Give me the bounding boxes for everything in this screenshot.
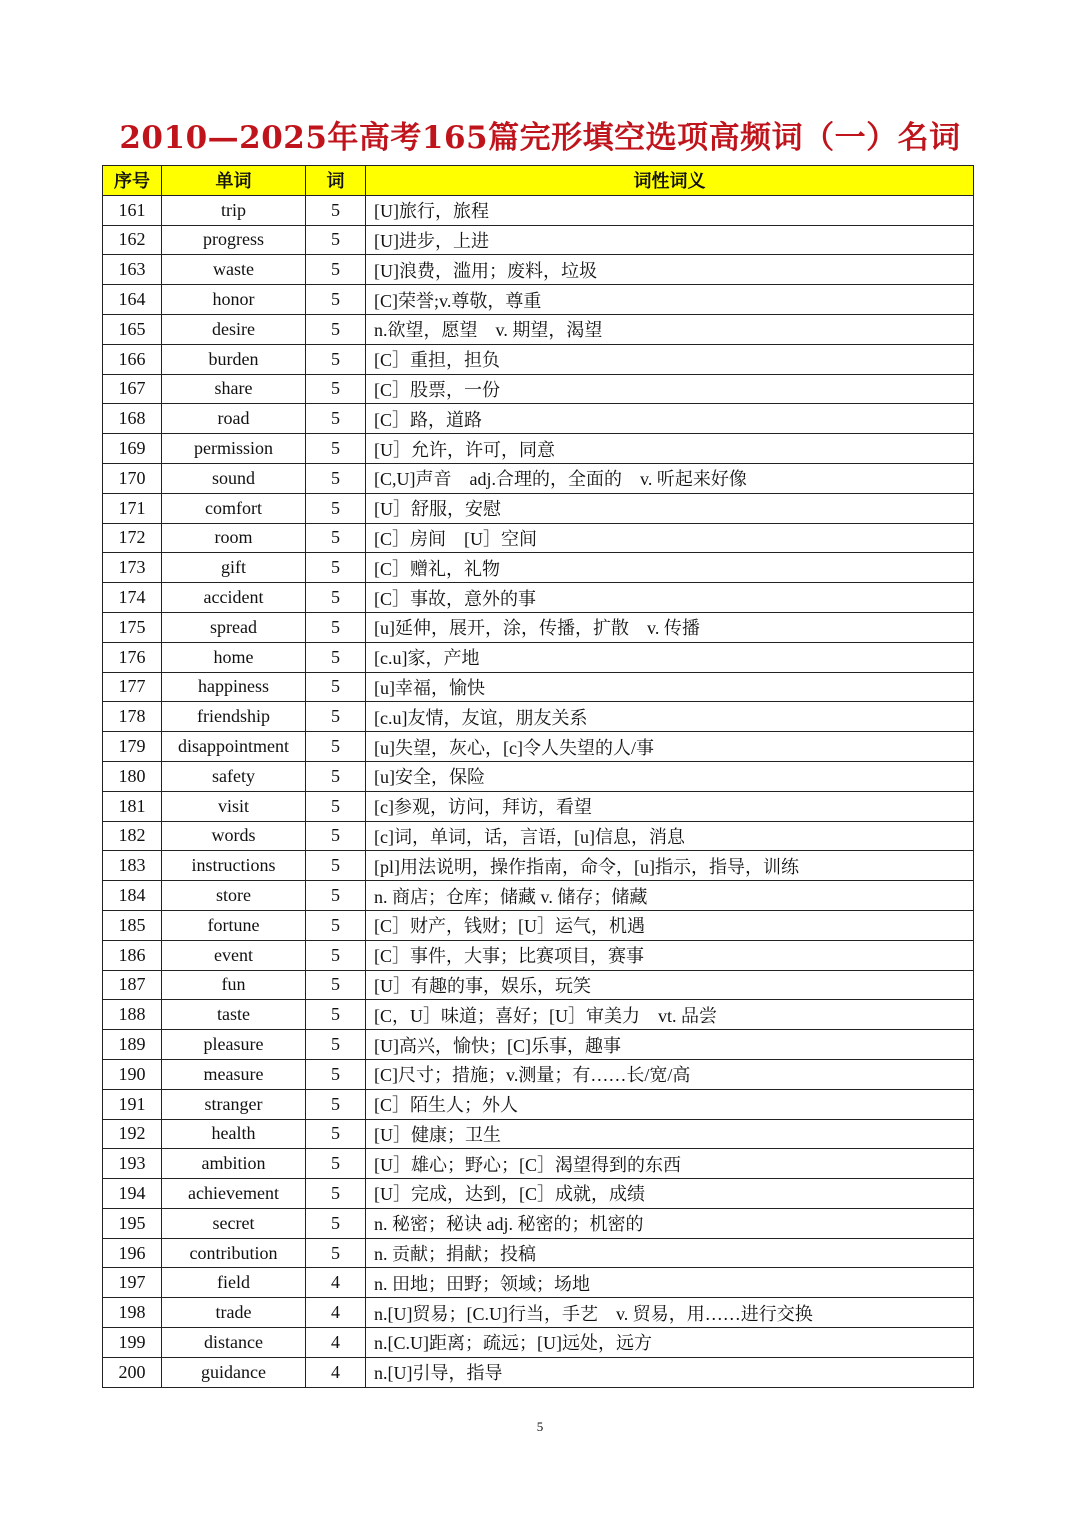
row-number: 179 [103, 732, 162, 762]
table-row [103, 1298, 974, 1328]
row-frequency: 4 [306, 1357, 366, 1387]
row-number: 197 [103, 1268, 162, 1298]
row-number: 161 [103, 195, 162, 225]
row-number: 170 [103, 463, 162, 493]
row-number: 193 [103, 1149, 162, 1179]
row-word: words [162, 821, 306, 851]
row-word: sound [162, 463, 306, 493]
table-row [103, 732, 974, 762]
row-word: spread [162, 612, 306, 642]
table-row [103, 314, 974, 344]
row-frequency: 5 [306, 255, 366, 285]
row-meaning: [C]荣誉;v.尊敬，尊重 [366, 285, 974, 315]
row-meaning: [U］健康；卫生 [366, 1119, 974, 1149]
table-row [103, 672, 974, 702]
row-frequency: 5 [306, 493, 366, 523]
row-word: secret [162, 1208, 306, 1238]
table-row [103, 851, 974, 881]
table-row [103, 1030, 974, 1060]
row-word: permission [162, 434, 306, 464]
row-meaning: [u]延伸，展开，涂，传播，扩散 v. 传播 [366, 612, 974, 642]
row-meaning: n. 田地；田野；领域；场地 [366, 1268, 974, 1298]
row-word: safety [162, 761, 306, 791]
row-number: 165 [103, 314, 162, 344]
row-number: 199 [103, 1328, 162, 1358]
table-row [103, 1179, 974, 1209]
row-word: friendship [162, 702, 306, 732]
table-row [103, 1119, 974, 1149]
row-frequency: 5 [306, 1059, 366, 1089]
row-number: 191 [103, 1089, 162, 1119]
row-word: stranger [162, 1089, 306, 1119]
row-number: 187 [103, 970, 162, 1000]
row-number: 175 [103, 612, 162, 642]
table-row [103, 404, 974, 434]
row-meaning: [C］路，道路 [366, 404, 974, 434]
table-row [103, 642, 974, 672]
table-row [103, 583, 974, 613]
row-meaning: [C］事故，意外的事 [366, 583, 974, 613]
row-number: 166 [103, 344, 162, 374]
row-meaning: [C］赠礼，礼物 [366, 553, 974, 583]
row-meaning: [C］重担，担负 [366, 344, 974, 374]
table-row [103, 523, 974, 553]
row-word: instructions [162, 851, 306, 881]
row-meaning: n.[C.U]距离；疏远；[U]远处，远方 [366, 1328, 974, 1358]
table-row [103, 881, 974, 911]
row-meaning: [c]参观，访问，拜访，看望 [366, 791, 974, 821]
row-word: pleasure [162, 1030, 306, 1060]
table-row [103, 702, 974, 732]
row-frequency: 5 [306, 1208, 366, 1238]
row-number: 180 [103, 761, 162, 791]
row-frequency: 5 [306, 791, 366, 821]
table-row [103, 761, 974, 791]
row-frequency: 5 [306, 1149, 366, 1179]
row-number: 190 [103, 1059, 162, 1089]
row-word: home [162, 642, 306, 672]
table-row [103, 1000, 974, 1030]
table-row [103, 1059, 974, 1089]
row-number: 182 [103, 821, 162, 851]
table-row [103, 225, 974, 255]
page-title: 2010—2025年高考165篇完形填空选项高频词（一）名词 [119, 120, 961, 156]
table-row [103, 1238, 974, 1268]
row-meaning: [U]高兴，愉快；[C]乐事，趣事 [366, 1030, 974, 1060]
row-number: 163 [103, 255, 162, 285]
vocabulary-table [102, 165, 974, 1388]
table-row [103, 821, 974, 851]
table-row [103, 493, 974, 523]
row-meaning: [u]幸福，愉快 [366, 672, 974, 702]
table-header-row [103, 166, 974, 196]
row-number: 167 [103, 374, 162, 404]
table-row [103, 195, 974, 225]
row-number: 186 [103, 940, 162, 970]
row-frequency: 5 [306, 642, 366, 672]
row-frequency: 4 [306, 1328, 366, 1358]
row-word: achievement [162, 1179, 306, 1209]
row-meaning: [c.u]友情，友谊，朋友关系 [366, 702, 974, 732]
row-word: burden [162, 344, 306, 374]
row-frequency: 5 [306, 1179, 366, 1209]
row-frequency: 5 [306, 970, 366, 1000]
row-number: 173 [103, 553, 162, 583]
header-word: 单词 [162, 166, 306, 196]
row-frequency: 5 [306, 910, 366, 940]
row-frequency: 5 [306, 1119, 366, 1149]
row-frequency: 5 [306, 702, 366, 732]
row-word: taste [162, 1000, 306, 1030]
row-meaning: n.[U]引导，指导 [366, 1357, 974, 1387]
row-frequency: 5 [306, 553, 366, 583]
row-word: share [162, 374, 306, 404]
row-number: 172 [103, 523, 162, 553]
row-number: 185 [103, 910, 162, 940]
row-frequency: 5 [306, 434, 366, 464]
row-word: store [162, 881, 306, 911]
header-no: 序号 [103, 166, 162, 196]
row-frequency: 5 [306, 612, 366, 642]
row-word: trade [162, 1298, 306, 1328]
row-number: 192 [103, 1119, 162, 1149]
row-meaning: n. 秘密；秘诀 adj. 秘密的；机密的 [366, 1208, 974, 1238]
row-number: 181 [103, 791, 162, 821]
row-number: 177 [103, 672, 162, 702]
table-row [103, 940, 974, 970]
row-word: fortune [162, 910, 306, 940]
row-meaning: [C］陌生人；外人 [366, 1089, 974, 1119]
table-row [103, 910, 974, 940]
row-meaning: [C,U]声音 adj.合理的，全面的 v. 听起来好像 [366, 463, 974, 493]
row-word: waste [162, 255, 306, 285]
row-frequency: 5 [306, 940, 366, 970]
row-number: 189 [103, 1030, 162, 1060]
row-word: ambition [162, 1149, 306, 1179]
row-frequency: 5 [306, 225, 366, 255]
row-word: gift [162, 553, 306, 583]
row-meaning: [C］事件，大事；比赛项目，赛事 [366, 940, 974, 970]
table-row [103, 255, 974, 285]
row-number: 198 [103, 1298, 162, 1328]
table-row [103, 612, 974, 642]
row-meaning: n.[U]贸易；[C.U]行当，手艺 v. 贸易，用……进行交换 [366, 1298, 974, 1328]
row-number: 176 [103, 642, 162, 672]
row-word: progress [162, 225, 306, 255]
row-frequency: 5 [306, 1030, 366, 1060]
row-frequency: 5 [306, 732, 366, 762]
row-meaning: [U］有趣的事，娱乐，玩笑 [366, 970, 974, 1000]
row-number: 188 [103, 1000, 162, 1030]
row-word: visit [162, 791, 306, 821]
row-frequency: 5 [306, 523, 366, 553]
row-frequency: 5 [306, 463, 366, 493]
header-freq: 词 [306, 166, 366, 196]
row-frequency: 5 [306, 672, 366, 702]
row-meaning: [u]失望，灰心，[c]令人失望的人/事 [366, 732, 974, 762]
table-row [103, 344, 974, 374]
row-number: 200 [103, 1357, 162, 1387]
row-word: field [162, 1268, 306, 1298]
row-number: 184 [103, 881, 162, 911]
row-number: 168 [103, 404, 162, 434]
row-word: accident [162, 583, 306, 613]
row-word: measure [162, 1059, 306, 1089]
row-word: comfort [162, 493, 306, 523]
row-number: 174 [103, 583, 162, 613]
row-number: 195 [103, 1208, 162, 1238]
row-word: contribution [162, 1238, 306, 1268]
row-frequency: 5 [306, 374, 366, 404]
row-frequency: 5 [306, 821, 366, 851]
table-row [103, 285, 974, 315]
table-row [103, 553, 974, 583]
table-row [103, 791, 974, 821]
row-word: health [162, 1119, 306, 1149]
row-frequency: 5 [306, 881, 366, 911]
row-word: trip [162, 195, 306, 225]
row-word: desire [162, 314, 306, 344]
row-frequency: 5 [306, 1089, 366, 1119]
row-meaning: [U]旅行，旅程 [366, 195, 974, 225]
row-meaning: n. 商店；仓库；储藏 v. 储存；储藏 [366, 881, 974, 911]
row-frequency: 5 [306, 761, 366, 791]
row-word: fun [162, 970, 306, 1000]
table-row [103, 1149, 974, 1179]
row-meaning: [C］股票，一份 [366, 374, 974, 404]
row-meaning: [U］完成，达到，[C］成就，成绩 [366, 1179, 974, 1209]
header-meaning: 词性词义 [366, 166, 974, 196]
row-number: 194 [103, 1179, 162, 1209]
row-frequency: 4 [306, 1268, 366, 1298]
row-meaning: [C]尺寸；措施；v.测量；有……长/宽/高 [366, 1059, 974, 1089]
row-number: 169 [103, 434, 162, 464]
table-row [103, 374, 974, 404]
row-meaning: [C，U］味道；喜好；[U］审美力 vt. 品尝 [366, 1000, 974, 1030]
row-meaning: [c.u]家，产地 [366, 642, 974, 672]
row-number: 196 [103, 1238, 162, 1268]
row-word: distance [162, 1328, 306, 1358]
row-word: honor [162, 285, 306, 315]
row-frequency: 5 [306, 314, 366, 344]
row-frequency: 5 [306, 285, 366, 315]
row-frequency: 5 [306, 195, 366, 225]
row-meaning: [c]词，单词，话，言语，[u]信息，消息 [366, 821, 974, 851]
row-meaning: [pl]用法说明，操作指南，命令，[u]指示，指导，训练 [366, 851, 974, 881]
row-word: disappointment [162, 732, 306, 762]
row-meaning: [U]进步，上进 [366, 225, 974, 255]
row-word: guidance [162, 1357, 306, 1387]
row-word: room [162, 523, 306, 553]
row-word: event [162, 940, 306, 970]
row-meaning: [U］雄心；野心；[C］渴望得到的东西 [366, 1149, 974, 1179]
row-number: 171 [103, 493, 162, 523]
row-meaning: [C］财产，钱财；[U］运气，机遇 [366, 910, 974, 940]
row-meaning: [U］舒服，安慰 [366, 493, 974, 523]
row-meaning: [U]浪费，滥用；废料，垃圾 [366, 255, 974, 285]
row-frequency: 5 [306, 1238, 366, 1268]
row-word: happiness [162, 672, 306, 702]
table-row [103, 463, 974, 493]
table-row [103, 1268, 974, 1298]
row-meaning: [U］允许，许可，同意 [366, 434, 974, 464]
table-row [103, 1357, 974, 1387]
page-number: 5 [536, 1419, 544, 1434]
row-frequency: 5 [306, 1000, 366, 1030]
table-row [103, 1208, 974, 1238]
row-number: 183 [103, 851, 162, 881]
table-row [103, 1089, 974, 1119]
table-row [103, 1328, 974, 1358]
row-word: road [162, 404, 306, 434]
row-frequency: 4 [306, 1298, 366, 1328]
row-meaning: [u]安全，保险 [366, 761, 974, 791]
row-frequency: 5 [306, 404, 366, 434]
row-meaning: n. 贡献；捐献；投稿 [366, 1238, 974, 1268]
table-row [103, 970, 974, 1000]
row-meaning: n.欲望，愿望 v. 期望，渴望 [366, 314, 974, 344]
row-frequency: 5 [306, 583, 366, 613]
row-number: 162 [103, 225, 162, 255]
row-number: 164 [103, 285, 162, 315]
row-number: 178 [103, 702, 162, 732]
row-meaning: [C］房间 [U］空间 [366, 523, 974, 553]
row-frequency: 5 [306, 851, 366, 881]
table-row [103, 434, 974, 464]
row-frequency: 5 [306, 344, 366, 374]
